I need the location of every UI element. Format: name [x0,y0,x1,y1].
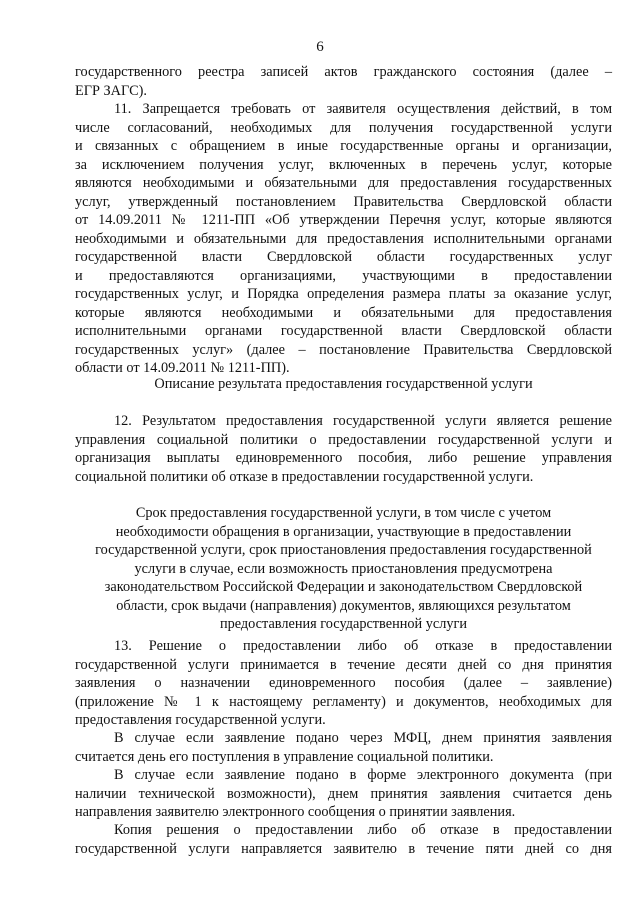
paragraph-copy [75,821,612,858]
text-line: наличии технической возможности), днем принятия заявления считается день [75,785,612,802]
text-line: (приложение № 1 к настоящему регламенту) и документов, необходимых для [75,693,612,710]
text-line: предоставления государственной услуги. [75,712,326,728]
text-line: и предоставляются организациями, участвующими в предоставлении [75,267,612,284]
text-line: государственной власти Свердловской области государственных услуг [75,249,612,265]
text-line: социальной политики об отказе в предоставлении государственной услуги. [75,468,534,485]
page-number: 6 [316,39,324,55]
section-heading-term [75,504,612,634]
paragraph-12 [75,412,612,486]
text-line: 13. Решение о предоставлении либо об отказе в предоставлении [114,638,612,654]
text-line: необходимыми и обязательными для предоставления исполнительными органами [75,230,612,247]
text-line: государственного реестра записей актов гражданского состояния (далее – [75,64,612,80]
text-line: заявления о назначении единовременного пособия (далее – заявление) [75,675,612,691]
text-line: В случае если заявление подано в форме электронного документа (при [114,767,612,783]
text-line: услуг, утвержденный постановлением Правительства Свердловской области [75,193,612,210]
heading-line: услуги в случае, если возможность приостановления предусмотрена [134,560,553,577]
text-line: за исключением получения услуг, включенных в перечень услуг, которые [75,156,612,173]
text-line: направления заявителю электронного сообщения о принятии заявления. [75,804,516,820]
text-line: государственных услуг» (далее – постановление Правительства Свердловской [75,341,612,358]
paragraph-11 [75,100,612,378]
text-line: области от 14.09.2011 № 1211-ПП). [75,360,290,376]
section-heading-result: Описание результата предоставления государственной услуги [154,376,533,392]
heading-line: государственной услуги, срок приостановления предоставления государственной [95,542,592,558]
continuation-paragraph [75,63,612,100]
text-line: управления социальной политики о предоставлении государственной услуги и [75,431,612,448]
heading-line: предоставления государственной услуги [219,616,468,632]
heading-line: области, срок выдачи (направления) документов, являющихся результатом [116,597,571,614]
text-line: от 14.09.2011 № 1211-ПП «Об утверждении Перечня услуг, которые являются [75,212,612,228]
text-line: считается день его поступления в управление социальной политики. [75,748,494,765]
text-line: государственной услуги направляется заявителю в течение пяти дней со дня [75,840,612,857]
text-line: Копия решения о предоставлении либо об отказе в предоставлении [114,822,612,838]
text-line: государственной услуги принимается в течение десяти дней со дня принятия [75,656,612,673]
text-line: 12. Результатом предоставления государственной услуги является решение [114,413,612,429]
text-line: организация выплаты единовременного пособия, либо решение управления [75,450,612,466]
paragraph-mfc [75,729,612,766]
text-line: числе согласований, необходимых для получения государственной услуги [75,119,612,136]
text-line: 11. Запрещается требовать от заявителя осуществления действий, в том [114,101,612,117]
text-line: исполнительными органами государственной власти Свердловской области [75,323,612,339]
paragraph-electronic [75,766,612,822]
text-line: и связанных с обращением в иные государственные органы и организации, [75,138,612,154]
text-line: которые являются необходимыми и обязательными для предоставления [75,304,612,321]
paragraph-13 [75,637,612,730]
heading-line: Срок предоставления государственной услуги, в том числе с учетом [135,505,552,521]
text-line: являются необходимыми и обязательными для предоставления государственных [75,175,612,191]
heading-line: законодательством Российской Федерации и законодательством Свердловской [104,579,583,595]
text-line: государственных услуг, и Порядка определения размера платы за оказание услуг, [75,286,612,302]
text-line: В случае если заявление подано через МФЦ, днем принятия заявления [114,730,612,746]
text-line: ЕГР ЗАГС). [75,82,147,99]
heading-line: необходимости обращения в организации, участвующие в предоставлении [115,523,572,540]
